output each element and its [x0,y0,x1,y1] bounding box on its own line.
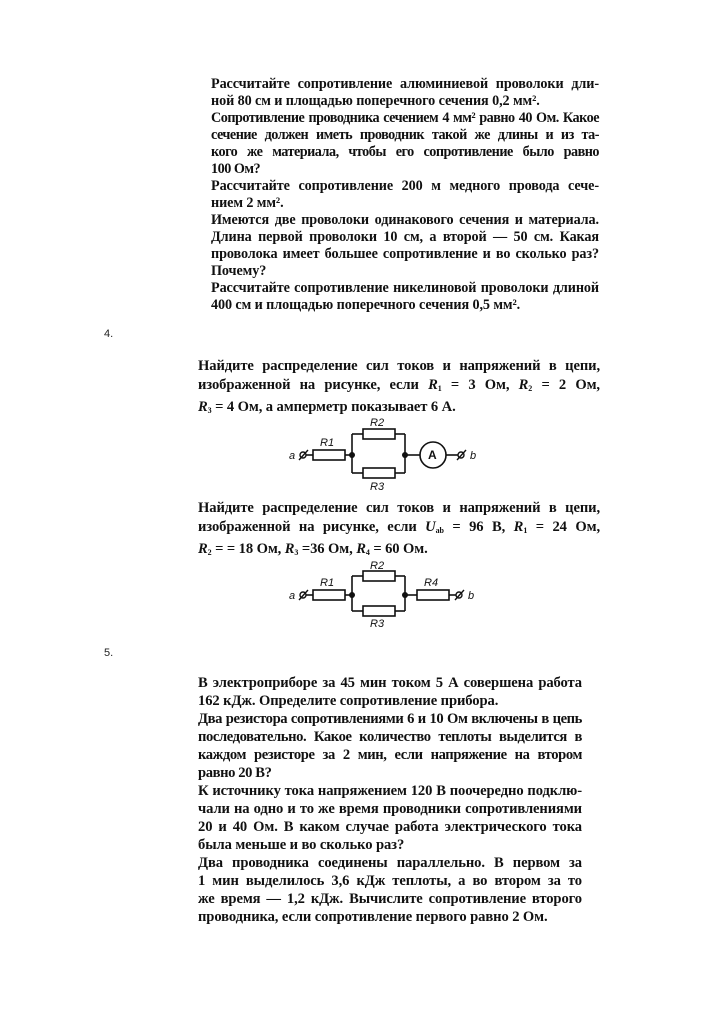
label-r2: R2 [370,417,385,429]
section5-text [198,674,582,926]
label-a: a [289,590,296,602]
resistor-r1 [313,590,345,600]
label-r1: R1 [320,437,335,449]
text-line: Найдите распределение сил токов и напряжений в цепи, [198,358,600,374]
text-line: В электроприборе за 45 мин током 5 А совершена работа [198,675,582,691]
text-line: же время — 1,2 кДж. Вычислите сопротивление второго [198,891,582,907]
text-line: равно 20 В? [198,765,272,781]
text-line: нием 2 мм². [211,195,284,211]
label-a: a [289,450,296,462]
label-r1: R1 [320,577,335,589]
text-line: 20 и 40 Ом. В каком случае работа электрического тока [198,819,582,835]
resistor-r4 [417,590,449,600]
label-r2: R2 [370,560,385,572]
text-line: изображенной на рисунке, если $U_{ab} = 96$ В, $R_1 = 24$ Ом, [198,518,600,535]
text-line: 100 Ом? [211,161,261,177]
text-line: Найдите распределение сил токов и напряжений в цепи, [198,500,600,516]
problem-current-source [198,782,582,854]
problem-parallel-conductors [198,854,582,926]
label-r3: R3 [370,481,385,493]
label-r4: R4 [424,577,439,589]
text-line: чали на одно и то же время проводники сопротивлениями [198,801,582,817]
problem-electric-device [198,674,582,710]
text-line: проводника, если сопротивление первого равно 2 Ом. [198,909,548,925]
text-line: последовательно. Какое количество теплоты выделится в [198,729,582,745]
text-line: проволока имеет большее сопротивление и во сколько раз? [211,246,599,262]
text-line: кого же материала, чтобы его сопротивление было равно [211,144,599,160]
text-line: ной 80 см и площадью поперечного сечения 0,2 мм². [211,93,540,109]
ammeter-label: A [428,448,437,462]
junction-node [402,592,408,598]
text-line: $R_3 = 4$ Ом, а амперметр показывает 6 А. [198,399,456,415]
text-line: Рассчитайте сопротивление 200 м медного провода сече- [211,178,599,194]
text-line: Почему? [211,263,267,279]
text-line: Рассчитайте сопротивление алюминиевой проволоки дли- [211,76,599,92]
section-number-4: 4. [104,328,114,340]
junction-node [349,592,355,598]
resistor-r2 [363,571,395,581]
text-line: Сопротивление проводника сечением 4 мм² равно 40 Ом. Какое [211,110,599,126]
section-number-5: 5. [104,647,114,659]
label-b: b [468,590,475,602]
text-line: Рассчитайте сопротивление никелиновой проволоки длиной [211,280,599,296]
terminal-a [299,590,308,600]
text-line: Два проводника соединены параллельно. В первом за [198,855,582,871]
text-line: Имеются две проволоки одинакового сечения и материала. [211,212,599,228]
resistor-r3 [363,606,395,616]
terminal-b [455,590,464,600]
text-line: $R_2$ = = 18 Ом, $R_3 =36$ Ом, $R_4 = 60$ Ом. [198,541,428,557]
text-line: изображенной на рисунке, если $R_1 = 3$ Ом, $R_2 = 2$ Ом, [198,376,600,393]
label-r3: R3 [370,618,385,630]
text-line: Два резистора сопротивлениями 6 и 10 Ом включены в цепь [198,711,582,727]
text-line: К источнику тока напряжением 120 В поочередно подклю- [198,783,582,799]
label-b: b [470,450,477,462]
text-line: каждом резисторе за 2 мин, если напряжение на втором [198,747,582,763]
text-line: 400 см и площадью поперечного сечения 0,5 мм². [211,297,521,313]
text-line: была меньше и во сколько раз? [198,837,405,853]
text-line: 1 мин выделилось 3,6 кДж теплоты, а во втором за то [198,873,582,889]
text-line: сечение должен иметь проводник такой же длины и из та- [211,127,599,143]
text-line: 162 кДж. Определите сопротивление прибора. [198,693,499,709]
problem-two-resistors [198,710,582,782]
text-line: Длина первой проволоки 10 см, а второй — 50 см. Какая [211,229,599,245]
